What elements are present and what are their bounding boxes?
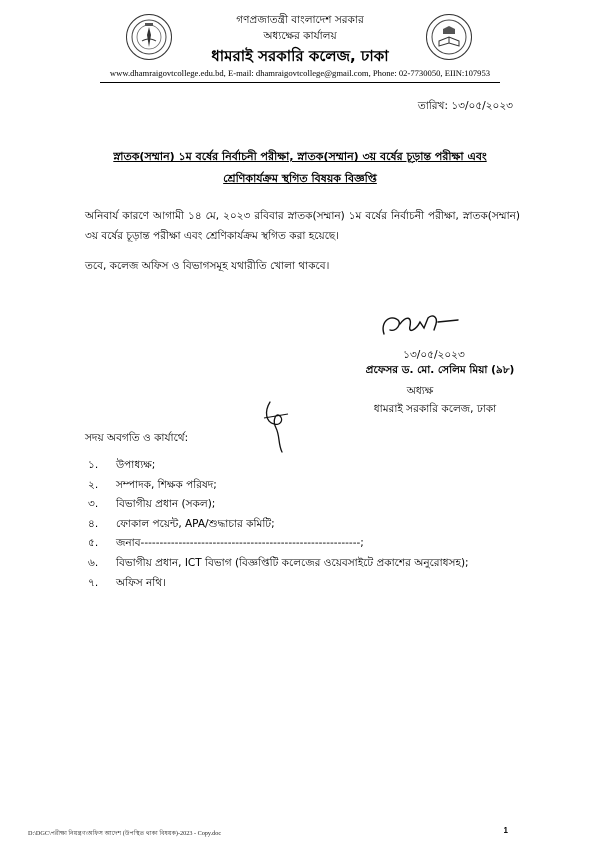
initial-mark — [258, 398, 298, 458]
list-item: ৪. ফোকাল পয়েন্ট, APA/শুদ্ধাচার কমিটি; — [88, 517, 275, 530]
signature-date: ১৩/০৫/২০২৩ — [403, 349, 465, 361]
header-rule — [100, 82, 500, 83]
government-heading: গণপ্রজাতন্ত্রী বাংলাদেশ সরকার — [236, 14, 364, 26]
notice-paragraph: অনিবার্য কারণে আগামী ১৪ মে, ২০২৩ রবিবার স্নাতক(সম্মান) ১ম বর্ষের নির্বাচনী পরীক্ষা, স্নাতক(সম্মান) ৩য় বর্ষের চূড়ান্ত পরীক্ষা এবং শ্রেণিকার্যক্রম স্থগিত করা হয়েছে। — [85, 210, 520, 242]
college-name-heading: ধামরাই সরকারি কলেজ, ঢাকা — [211, 47, 389, 65]
distribution-heading: সদয় অবগতি ও কার্যার্থে: — [85, 432, 189, 444]
list-item: ২. সম্পাদক, শিক্ষক পরিষদ; — [88, 478, 217, 491]
subject-heading — [70, 146, 530, 190]
document-date: তারিখ: ১৩/০৫/২০২৩ — [417, 100, 513, 112]
subject-line-1: স্নাতক(সম্মান) ১ম বর্ষের নির্বাচনী পরীক্ষা, স্নাতক(সম্মান) ৩য় বর্ষের চূড়ান্ত পরীক্ষা এবং — [113, 150, 487, 163]
office-heading: অধ্যক্ষের কার্যালয় — [263, 30, 337, 42]
list-item: ৩. বিভাগীয় প্রধান (সকল); — [88, 498, 216, 511]
principal-designation: অধ্যক্ষ — [406, 385, 434, 397]
page-number: 1 — [503, 826, 508, 835]
principal-signature — [376, 310, 466, 340]
subject-line-2: শ্রেণিকার্যক্রম স্থগিত বিষয়ক বিজ্ঞপ্তি — [223, 172, 377, 185]
contact-line: www.dhamraigovtcollege.edu.bd, E-mail: dhamraigovtcollege@gmail.com, Phone: 02-7730050, EIIN:107953 — [109, 68, 491, 78]
signature-college: ধামরাই সরকারি কলেজ, ঢাকা — [373, 403, 497, 415]
principal-name: প্রফেসর ড. মো. সেলিম মিয়া (৯৮) — [365, 364, 515, 376]
distribution-list — [88, 456, 528, 593]
list-item: ৫. জনাব----------------------------------------------------------; — [88, 537, 364, 550]
file-path-footer: D:\DGC\পরীক্ষা নিয়ন্ত্রণ\অফিস আদেশ (উপস্থিত থাকা বিষয়ক)-2023 - Copy.doc — [28, 830, 222, 837]
list-item: ৬. বিভাগীয় প্রধান, ICT বিভাগ (বিজ্ঞপ্তিটি কলেজের ওয়েবসাইটে প্রকাশের অনুরোধসহ); — [88, 556, 469, 569]
list-item: ৭. অফিস নথি। — [88, 576, 166, 589]
list-item: ১. উপাধ্যক্ষ; — [88, 459, 156, 471]
office-open-paragraph: তবে, কলেজ অফিস ও বিভাগসমূহ যথারীতি খোলা থাকবে। — [85, 260, 330, 272]
